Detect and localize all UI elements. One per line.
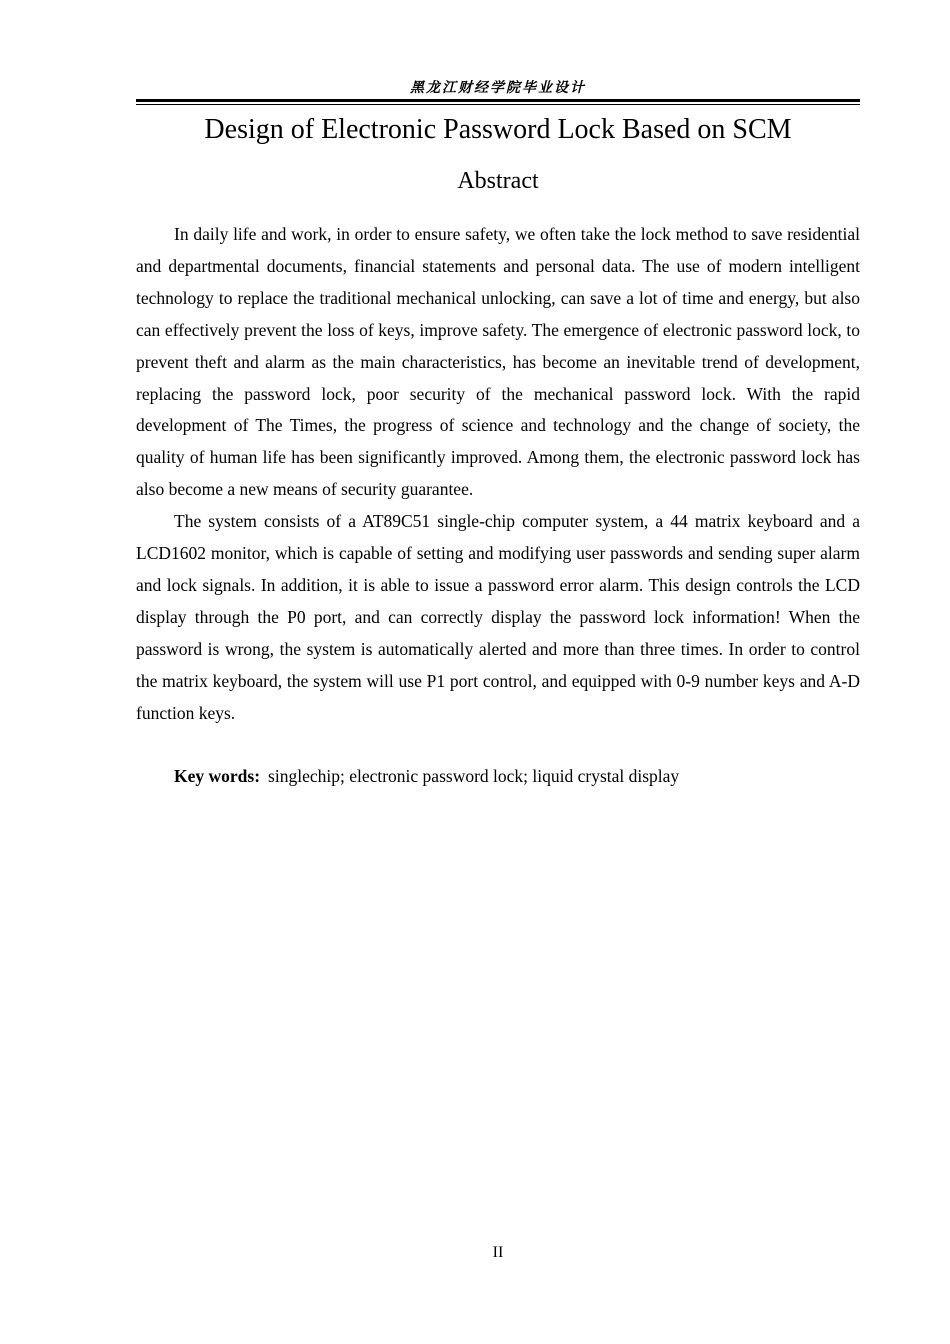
abstract-body bbox=[136, 219, 860, 730]
running-header: 黑龙江财经学院毕业设计 bbox=[410, 80, 586, 96]
abstract-paragraph-2: The system consists of a AT89C51 single-chip computer system, a 44 matrix keyboard and a LCD1602 monitor, which is capable of setting and modifying user passwords and sending super alarm and lock signals. In addition, it is able to issue a password error alarm. This design controls the LCD display through the P0 port, and can correctly display the password lock information! When the password is wrong, the system is automatically alerted and more than three times. In order to control the matrix keyboard, the system will use P1 port control, and equipped with 0-9 number keys and A-D function keys. bbox=[136, 511, 860, 723]
header-rule-thick bbox=[136, 99, 860, 102]
keywords-text: singlechip; electronic password lock; liquid crystal display bbox=[268, 766, 680, 786]
keywords-line bbox=[174, 761, 860, 793]
abstract-heading: Abstract bbox=[457, 168, 539, 194]
abstract-paragraph-1: In daily life and work, in order to ensure safety, we often take the lock method to save residential and departmental documents, financial statements and personal data. The use of modern intelligent technology to replace the traditional mechanical unlocking, can save a lot of time and energy, but also can effectively prevent the loss of keys, improve safety. The emergence of electronic password lock, to prevent theft and alarm as the main characteristics, has become an inevitable trend of development, replacing the password lock, poor security of the mechanical password lock. With the rapid development of The Times, the progress of science and technology and the change of society, the quality of human life has been significantly improved. Among them, the electronic password lock has also become a new means of security guarantee. bbox=[136, 224, 860, 500]
document-title: Design of Electronic Password Lock Based on SCM bbox=[204, 114, 792, 145]
header-rule-thin bbox=[136, 104, 860, 105]
keywords-label: Key words: bbox=[174, 766, 261, 786]
page-number: II bbox=[492, 1244, 504, 1261]
